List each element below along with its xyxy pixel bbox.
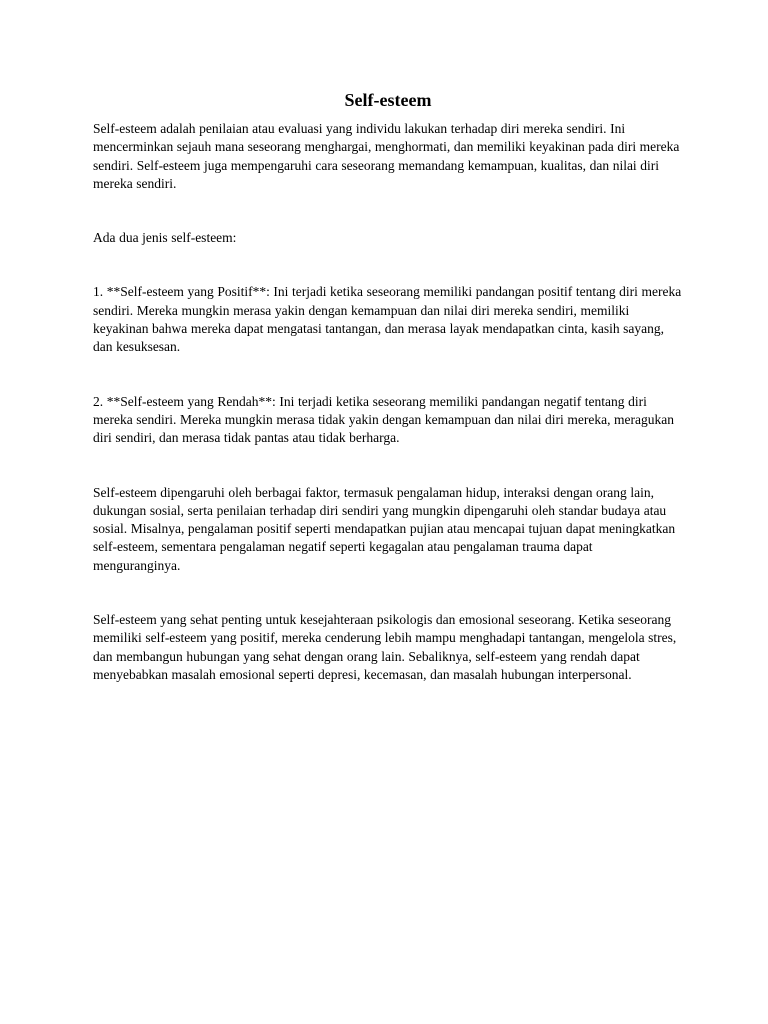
paragraph-types-intro: Ada dua jenis self-esteem: [93,230,237,246]
paragraph-positive-self-esteem: 1. **Self-esteem yang Positif**: Ini terjadi ketika seseorang memiliki pandangan positif tentang diri mereka sendiri. Mereka mungkin merasa yakin dengan kemampuan dan nilai diri mereka sendiri, memiliki keyakinan bahwa mereka dapat mengatasi tantangan, dan merasa layak mendapatkan cinta, kasih sayang, dan kesuksesan. [93,284,682,355]
paragraph-low-self-esteem: 2. **Self-esteem yang Rendah**: Ini terjadi ketika seseorang memiliki pandangan negatif tentang diri mereka sendiri. Mereka mungkin merasa tidak yakin dengan kemampuan dan nilai diri mereka, meragukan diri sendiri, dan merasa tidak pantas atau tidak berharga. [93,393,675,446]
document-title: Self-esteem [344,90,432,110]
document-page [93,88,683,720]
paragraph-definition: Self-esteem adalah penilaian atau evaluasi yang individu lakukan terhadap diri mereka sendiri. Ini mencerminkan sejauh mana seseorang menghargai, menghormati, dan memiliki keyakinan pada diri mereka sendiri. Self-esteem juga mempengaruhi cara seseorang memandang kemampuan, kualitas, dan nilai diri mereka sendiri. [93,121,680,191]
paragraph-influencing-factors: Self-esteem dipengaruhi oleh berbagai faktor, termasuk pengalaman hidup, interaksi dengan orang lain, dukungan sosial, serta penilaian terhadap diri sendiri yang mungkin dipengaruhi oleh standar budaya atau sosial. Misalnya, pengalaman positif seperti mendapatkan pujian atau mencapai tujuan dapat meningkatkan self-esteem, sementara pengalaman negatif seperti kegagalan atau pengalaman trauma dapat menguranginya. [93,484,676,573]
paragraph-importance: Self-esteem yang sehat penting untuk kesejahteraan psikologis dan emosional seseorang. Ketika seseorang memiliki self-esteem yang positif, mereka cenderung lebih mampu menghadapi tantangan, mengelola stres, dan membangun hubungan yang sehat dengan orang lain. Sebaliknya, self-esteem yang rendah dapat menyebabkan masalah emosional seperti depresi, kecemasan, dan masalah hubungan interpersonal. [93,612,677,682]
